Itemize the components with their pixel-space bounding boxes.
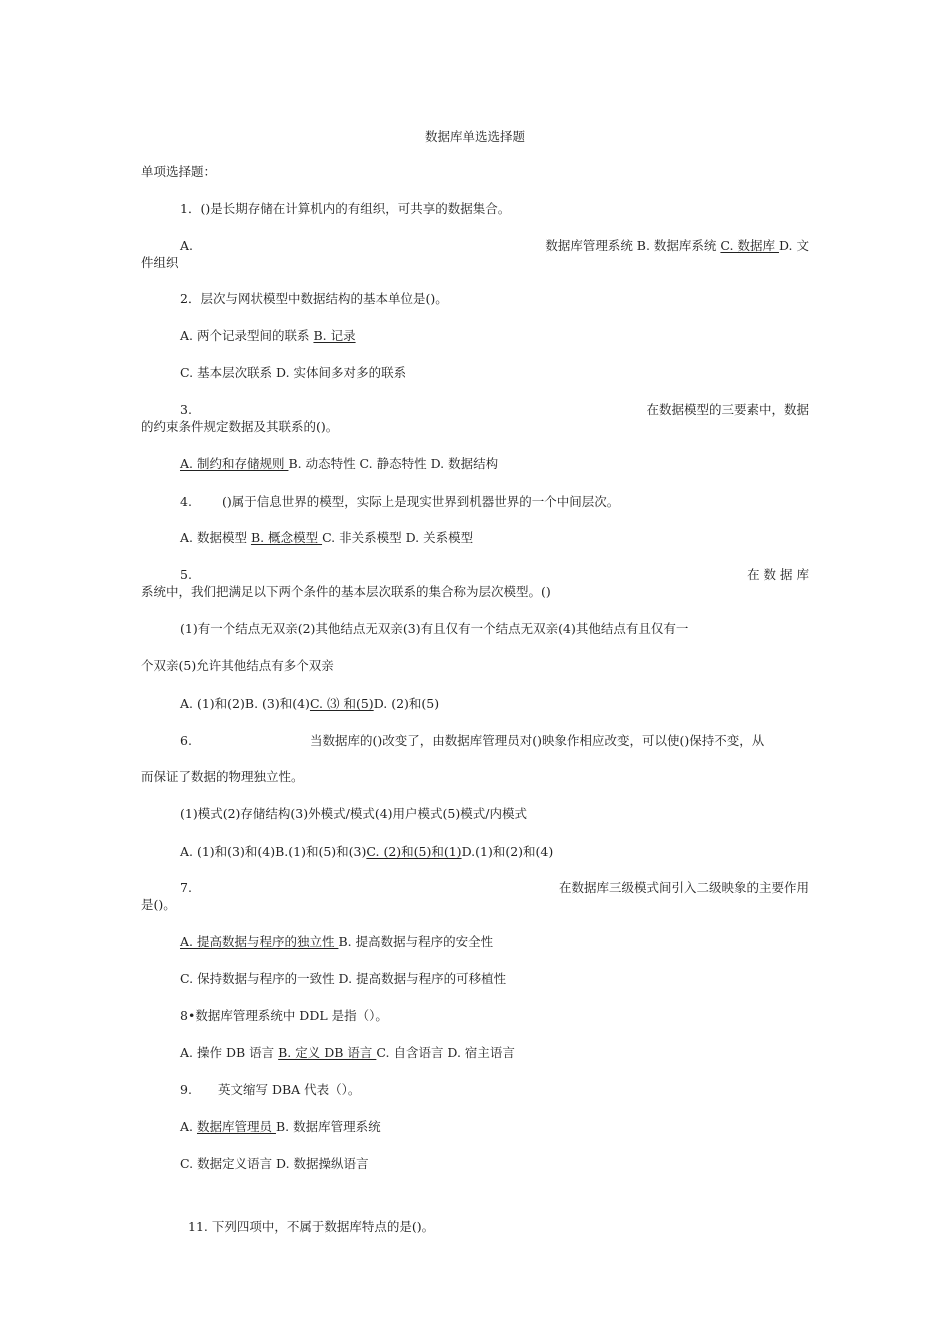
question-4-options-rest: C. 非关系模型 D. 关系模型 (322, 530, 474, 545)
question-1-stem: 1．()是长期存储在计算机内的有组织，可共享的数据集合。 (180, 201, 511, 216)
section-heading: 单项选择题： (141, 164, 217, 179)
question-4-stem: ()属于信息世界的模型，实际上是现实世界到机器世界的一个中间层次。 (222, 494, 620, 509)
question-1-options-pre: 数据库管理系统 B. 数据库系统 (545, 238, 721, 253)
question-9-option-b: B. 数据库管理系统 (275, 1119, 381, 1134)
question-2-options-2: C. 基本层次联系 D. 实体间多对多的联系 (180, 365, 407, 380)
question-4-answer: B. 概念模型 (250, 530, 323, 545)
question-7-stem: 在数据库三级模式间引入二级映象的主要作用 (558, 880, 809, 895)
question-5-conditions-1: (1)有一个结点无双亲(2)其他结点无双亲(3)有且仅有一个结点无双亲(4)其他结点有且仅有一 (180, 621, 689, 636)
question-6-options-pre: A. (1)和(3)和(4)B.(1)和(5)和(3) (180, 844, 367, 859)
question-3-answer: A. 制约和存储规则 (180, 456, 289, 471)
question-9-option-a-label: A. (180, 1119, 197, 1134)
question-8-stem: 8•数据库管理系统中 DDL 是指（）。 (180, 1008, 388, 1023)
question-8-options (180, 1044, 515, 1061)
question-6-items: (1)模式(2)存储结构(3)外模式/模式(4)用户模式(5)模式/内模式 (180, 806, 527, 821)
question-7-answer: A. 提高数据与程序的独立性 (180, 934, 339, 949)
question-5-options-rest: D. (2)和(5) (373, 696, 440, 711)
question-1-a-label: A. (180, 238, 194, 253)
document-title: 数据库单选选择题 (424, 129, 525, 144)
question-1-options-post: D. 文 (778, 238, 809, 253)
question-4-number: 4. (180, 494, 192, 509)
question-3-stem: 在数据模型的三要素中，数据 (646, 402, 809, 417)
question-5-options (180, 695, 439, 712)
question-6-options (180, 843, 553, 860)
question-5-number: 5. (180, 567, 192, 582)
question-6-wrap: 而保证了数据的物理独立性。 (141, 769, 304, 784)
question-8-answer: B. 定义 DB 语言 (278, 1045, 377, 1060)
question-9-answer: 数据库管理员 (196, 1119, 276, 1134)
question-7-wrap: 是()。 (141, 897, 176, 912)
question-9-stem: 英文缩写 DBA 代表（）。 (218, 1082, 361, 1097)
question-3-number: 3. (180, 402, 192, 417)
question-5-answer: C. ⑶ 和(5) (309, 696, 374, 711)
question-4-options (180, 529, 473, 546)
question-5-options-pre: A. (1)和(2)B. (3)和(4) (180, 696, 310, 711)
question-7-option-b: B. 提高数据与程序的安全性 (338, 934, 494, 949)
question-1-answer: C. 数据库 (720, 238, 779, 253)
question-2-stem: 2．层次与网状模型中数据结构的基本单位是()。 (180, 291, 448, 306)
question-6-answer: C. (2)和(5)和(1) (366, 844, 462, 859)
question-5-wrap: 系统中，我们把满足以下两个条件的基本层次联系的集合称为层次模型。() (141, 584, 551, 599)
question-4-option-a: A. 数据模型 (180, 530, 251, 545)
question-2-answer: B. 记录 (313, 328, 356, 343)
question-2-option-a: A. 两个记录型间的联系 (180, 328, 314, 343)
question-1-options (545, 237, 809, 254)
question-9-options-1 (180, 1118, 381, 1135)
question-2-options-1 (180, 327, 356, 344)
question-7-options-2: C. 保持数据与程序的一致性 D. 提高数据与程序的可移植性 (180, 971, 507, 986)
question-6-options-rest: D.(1)和(2)和(4) (461, 844, 554, 859)
question-11-stem: 11. 下列四项中，不属于数据库特点的是()。 (188, 1219, 435, 1234)
question-8-option-a: A. 操作 DB 语言 (180, 1045, 279, 1060)
question-9-number: 9. (180, 1082, 192, 1097)
question-3-wrap: 的约束条件规定数据及其联系的()。 (141, 419, 339, 434)
question-6-stem: 当数据库的()改变了，由数据库管理员对()映象作相应改变，可以使()保持不变，从 (310, 733, 765, 748)
question-1-wrap: 件组织 (141, 255, 179, 270)
question-9-options-2: C. 数据定义语言 D. 数据操纵语言 (180, 1156, 369, 1171)
question-3-options (180, 455, 498, 472)
question-6-number: 6. (180, 733, 192, 748)
question-7-number: 7. (180, 880, 192, 895)
question-7-options-1 (180, 933, 493, 950)
question-5-stem: 在 数 据 库 (747, 567, 809, 582)
question-3-options-rest: B. 动态特性 C. 静态特性 D. 数据结构 (288, 456, 499, 471)
question-8-options-rest: C. 自含语言 D. 宿主语言 (376, 1045, 515, 1060)
question-5-conditions-2: 个双亲(5)允许其他结点有多个双亲 (141, 658, 334, 673)
